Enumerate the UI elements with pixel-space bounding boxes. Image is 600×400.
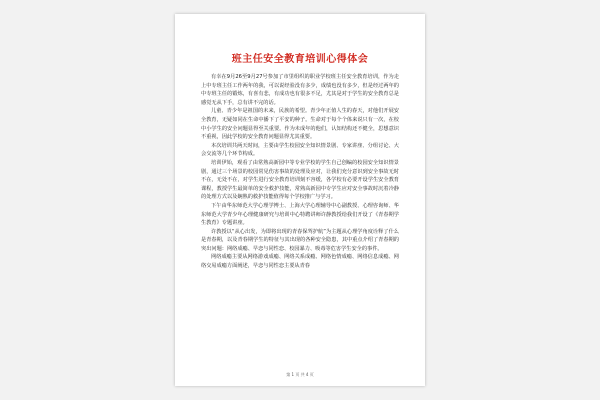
document-body [201,73,399,271]
paragraph: 本次培训共两天时间，主要由学生校园安全知识情景剧、专家讲座、分组讨论、大会交流等几个环节构成。 [201,142,399,158]
document-page [175,14,425,386]
page-footer: 第 1 页 共 4 页 [286,372,314,377]
paragraph: 网络成瘾主要从网络游戏成瘾、网络关系成瘾、网络色情成瘾、网络信息成瘾、网络交易成瘾方面阐述，早恋与同性恋主要从青春 [201,254,399,270]
paragraph: 许教授以“从心出发，为即将出现的青春保驾护航”为主题从心理学角度诠释了什么是青春期，以及青春期学生的特征与其出现的各种安全隐患，其中重点介绍了青春期的突出问题：网络成瘾、早恋与同性恋、校园暴力、吸毒等危害学生安全的事件。 [201,228,399,252]
paragraph: 有幸在9月26至9月27号参加了市里组织的职业学校班主任安全教育培训，作为走上中专班主任工作两年的我，可以说经验没有多少，成绩也没有多少，但是经过两年的中专班主任的锻炼，有喜有悲，有成功也有很多不足，尤其是对于学生的安全教育总是感觉无从下手，总有讲不完的话。 [201,74,399,106]
paragraph: 下午由华东师范大学心理学博士、上海大学心理辅导中心副教授、心理咨询师、华东师范大学青少年心理健康研究与培训中心特聘讲师许静教授给我们开设了《青春期学生教育》专题讲座。 [201,202,399,227]
paragraph: 培训伊始，观看了由常熟高新园中等专业学校的学生自己创编的校园安全知识情景剧，通过三个场景的校园常见伤害事故的处理及应对，让我们充分意识到安全事故无时不在，无处不在，对学生进行安全教育培训刻不容缓，各学校有必要开设学生安全教育课程，教授学生最简单的安全救护技能，常熟高新园中专学生应对安全事故时沉着冷静的处理方式以及娴熟的救护技能值得每个学校推广与学习。 [201,159,399,201]
document-title: 班主任安全教育培训心得体会 [231,54,369,65]
paragraph: 儿童、青少年是祖国的未来，民族的希望。青少年正值人生的春天，对他们开展安全教育，无疑如同在生命中播下了平安的种子。生命对于每个个体来说只有一次，在校中小学生的安全问题显得至关重要。作为未成年的他们，认知结构还不健全，思想意识不重视，因此学校的安全教育问题显得尤其重要。 [201,108,399,141]
